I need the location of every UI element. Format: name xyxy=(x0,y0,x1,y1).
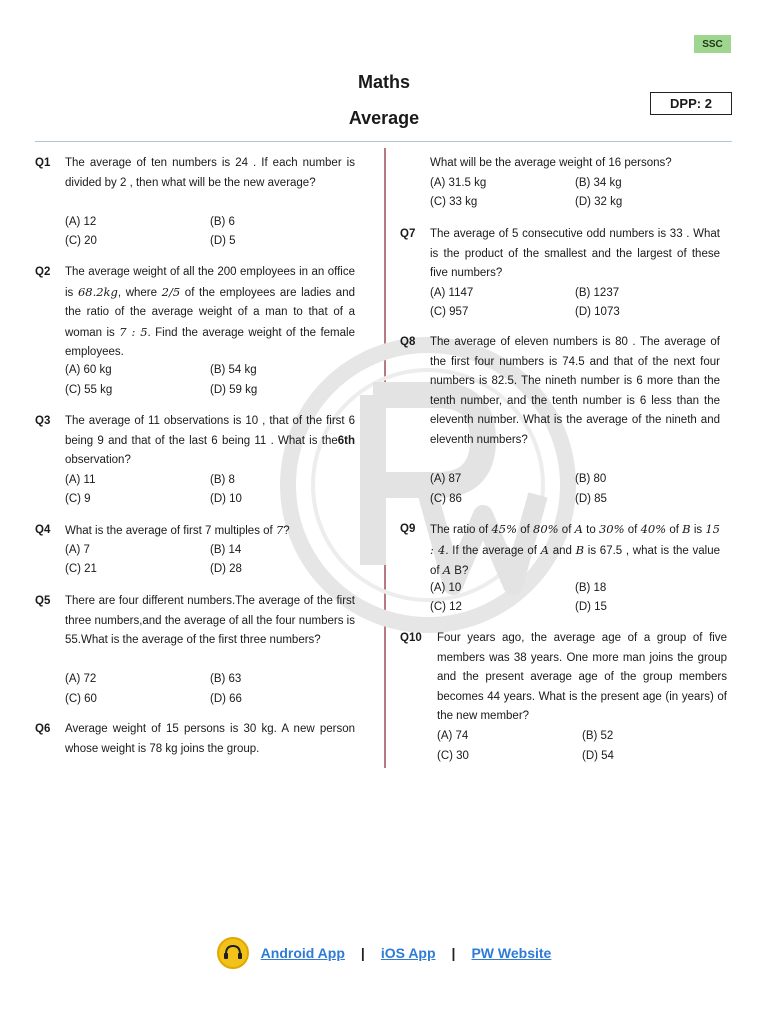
option-a: (A) 1147 xyxy=(430,286,474,299)
option-b: (B) 80 xyxy=(575,473,607,486)
option-a: (A) 12 xyxy=(65,215,97,228)
question-text: Four years ago, the average age of a group of five members was 38 years. One more man joins the group and the present average age of the group members becomes 44 years. What is the present age (in years) of the new member? xyxy=(437,632,727,723)
math-expression: 80% xyxy=(533,522,559,536)
page-title-subject: Maths xyxy=(357,72,410,92)
option-c: (C) 9 xyxy=(65,493,91,506)
math-variable: B xyxy=(682,522,691,536)
option-d: (D) 1073 xyxy=(575,306,620,319)
customer-service-logo-icon xyxy=(217,937,249,969)
option-b: (B) 18 xyxy=(575,581,607,594)
option-c: (C) 60 xyxy=(65,692,97,705)
option-a: (A) 60 kg xyxy=(65,364,112,376)
ios-app-link[interactable]: iOS App xyxy=(380,945,436,961)
option-a: (A) 11 xyxy=(65,473,96,486)
option-b: (B) 34 kg xyxy=(575,176,622,189)
option-a: (A) 7 xyxy=(65,543,90,556)
question-number: Q4 xyxy=(35,524,51,536)
option-b: (B) 8 xyxy=(210,473,235,486)
column-divider xyxy=(384,148,386,768)
question-number: Q2 xyxy=(35,266,51,278)
option-b: (B) 14 xyxy=(210,543,242,556)
math-expression: 45% xyxy=(491,522,517,536)
option-d: (D) 32 kg xyxy=(575,196,623,209)
option-d: (D) 10 xyxy=(210,493,242,506)
option-d: (D) 66 xyxy=(210,692,242,705)
option-c: (C) 12 xyxy=(430,601,462,614)
question-text: What is the average of first 7 multiples of 7? xyxy=(65,523,290,537)
math-fraction: 2/5 xyxy=(161,284,181,299)
question-number: Q1 xyxy=(35,157,51,169)
math-variable: A xyxy=(540,542,549,557)
option-d: (D) 59 kg xyxy=(210,383,258,396)
option-b: (B) 54 kg xyxy=(210,364,257,376)
option-b: (B) 1237 xyxy=(575,286,620,299)
question-text: The ratio of 45% of 80% of A to 30% of 40% of B is 15 : 4. If the average of A and B is 67.5 , what is the value of A B? xyxy=(430,522,721,578)
question-text-continued: What will be the average weight of 16 persons? xyxy=(430,157,672,169)
question-number: Q5 xyxy=(35,595,51,607)
option-a: (A) 31.5 kg xyxy=(430,176,487,189)
option-d: (D) 15 xyxy=(575,601,607,614)
option-c: (C) 20 xyxy=(65,235,97,248)
question-number: Q10 xyxy=(400,632,422,644)
math-expression: 68.2kg xyxy=(77,284,118,299)
question-number: Q8 xyxy=(400,336,416,348)
option-b: (B) 52 xyxy=(582,730,614,742)
math-variable: B xyxy=(575,542,585,557)
option-d: (D) 5 xyxy=(210,235,236,248)
math-expression: 6th xyxy=(337,434,355,447)
option-b: (B) 63 xyxy=(210,673,242,686)
option-a: (A) 72 xyxy=(65,673,97,686)
option-a: (A) 10 xyxy=(430,581,462,594)
question-text: There are four different numbers.The average of the first three numbers,and the average of all the four numbers is 55.What is the average of the first three numbers? xyxy=(65,595,355,647)
option-a: (A) 74 xyxy=(437,730,469,742)
option-c: (C) 957 xyxy=(430,306,469,319)
dpp-label: DPP: 2 xyxy=(650,92,732,115)
math-expression: 40% xyxy=(640,522,667,536)
footer-separator: | xyxy=(360,945,365,961)
question-text: The average weight of all the 200 employees in an office is 68.2kg, where 2/5 of the employees are ladies and the ratio of the average weight of a man to that of a woman is 7 : 5. Find the average weight of the female employees. xyxy=(65,266,355,359)
question-text: The average of 5 consecutive odd numbers is 33 . What is the product of the smallest and the largest of these five numbers? xyxy=(430,228,720,280)
option-b: (B) 6 xyxy=(210,215,235,228)
option-d: (D) 28 xyxy=(210,563,242,576)
page-title-topic: Average xyxy=(348,108,420,128)
option-c: (C) 33 kg xyxy=(430,196,478,209)
question-text: Average weight of 15 persons is 30 kg. A new person whose weight is 78 kg joins the group. xyxy=(65,723,355,755)
question-text: The average of ten numbers is 24 . If each number is divided by 2 , then what will be the new average? xyxy=(65,157,355,189)
pw-website-link[interactable]: PW Website xyxy=(471,945,552,961)
footer-separator: | xyxy=(451,945,456,961)
option-c: (C) 30 xyxy=(437,749,469,762)
android-app-link[interactable]: Android App xyxy=(260,945,345,961)
footer-links xyxy=(0,936,768,970)
math-expression: 7 xyxy=(275,523,284,537)
math-variable: A xyxy=(574,522,583,536)
option-c: (C) 86 xyxy=(430,492,462,505)
math-ratio: 7 : 5 xyxy=(119,324,148,339)
question-text: The average of eleven numbers is 80 . The average of the first four numbers is 74.5 and that of the next four numbers is 82.5. The nineth number is 6 more than the tenth number, and the tenth number is 6 less than the eleventh number. What is the average of the nineth and eleventh numbers? xyxy=(430,336,720,446)
header-divider xyxy=(35,141,732,142)
question-number: Q3 xyxy=(35,415,51,427)
question-number: Q9 xyxy=(400,523,416,535)
question-number: Q7 xyxy=(400,228,416,240)
math-ratio: 15 : 4 xyxy=(430,522,720,557)
option-d: (D) 85 xyxy=(575,492,607,505)
option-a: (A) 87 xyxy=(430,473,462,486)
option-c: (C) 55 kg xyxy=(65,383,113,396)
math-variable: A xyxy=(442,563,452,578)
option-d: (D) 54 xyxy=(582,749,614,762)
question-number: Q6 xyxy=(35,723,51,735)
question-text: The average of 11 observations is 10 , that of the first 6 being 9 and that of the last 6 being 11 . What is the6th observation? xyxy=(65,415,355,467)
exam-badge: SSC xyxy=(694,35,731,53)
math-expression: 30% xyxy=(598,522,625,536)
option-c: (C) 21 xyxy=(65,563,97,576)
